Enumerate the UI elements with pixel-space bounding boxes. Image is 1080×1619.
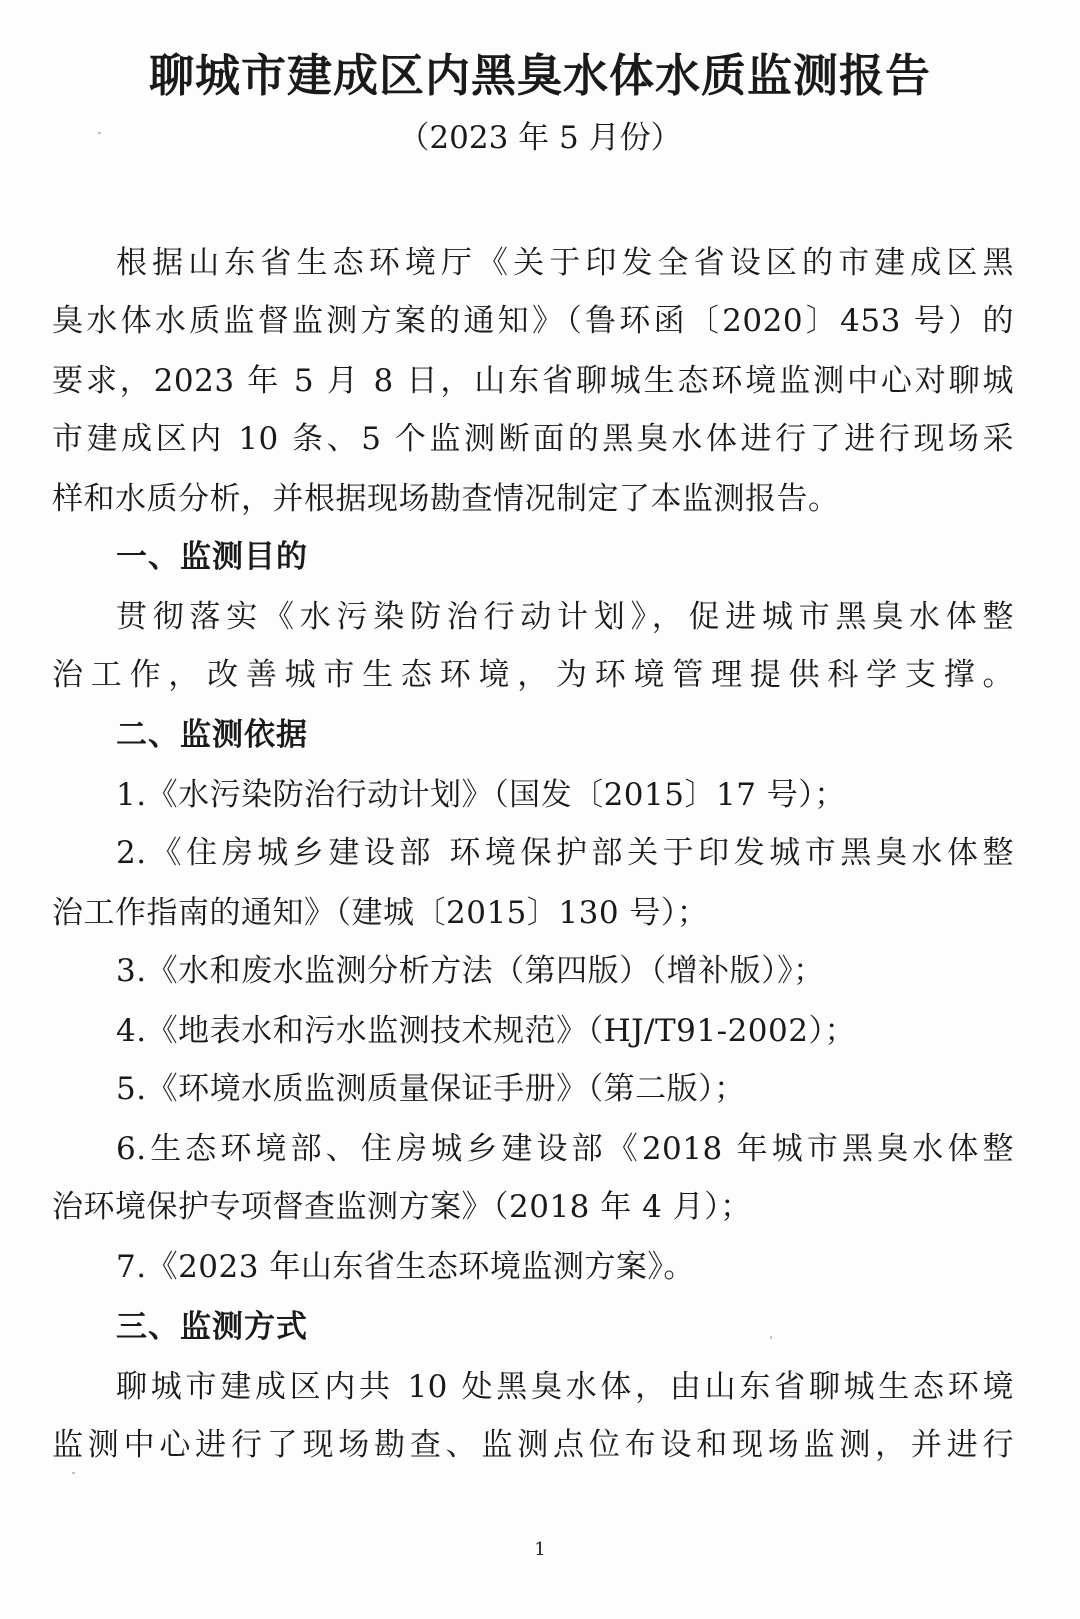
basis-item: 1.《水污染防治行动计划》（国发〔2015〕17 号）； xyxy=(116,777,846,813)
basis-item: 3.《水和废水监测分析方法（第四版）（增补版）》； xyxy=(116,953,825,989)
section-heading-basis: 二、监测依据 xyxy=(116,717,308,753)
section-heading-method: 三、监测方式 xyxy=(116,1309,308,1345)
intro-line: 要求，2023 年 5 月 8 日，山东省聊城生态环境监测中心对聊城 xyxy=(52,363,1014,399)
intro-line: 样和水质分析，并根据现场勘查情况制定了本监测报告。 xyxy=(52,481,840,517)
scan-speck xyxy=(72,1472,75,1474)
basis-item: 6.生态环境部、住房城乡建设部《2018 年城市黑臭水体整 xyxy=(116,1131,1014,1167)
basis-item: 治工作指南的通知》（建城〔2015〕130 号）； xyxy=(52,895,709,931)
intro-line: 根据山东省生态环境厅《关于印发全省设区的市建成区黑 xyxy=(116,245,1014,281)
purpose-line: 治工作，改善城市生态环境，为环境管理提供科学支撑。 xyxy=(52,657,1014,693)
intro-line: 市建成区内 10 条、5 个监测断面的黑臭水体进行了进行现场采 xyxy=(52,421,1014,457)
method-line: 聊城市建成区内共 10 处黑臭水体，由山东省聊城生态环境 xyxy=(116,1369,1014,1405)
basis-item: 4.《地表水和污水监测技术规范》（HJ/T91-2002）； xyxy=(116,1013,856,1049)
purpose-line: 贯彻落实《水污染防治行动计划》，促进城市黑臭水体整 xyxy=(116,599,1014,635)
basis-item: 治环境保护专项督查监测方案》（2018 年 4 月）； xyxy=(52,1189,752,1225)
report-period: （2023 年 5 月份） xyxy=(398,120,682,156)
scan-speck xyxy=(770,1336,772,1339)
basis-item: 5.《环境水质监测质量保证手册》（第二版）； xyxy=(116,1071,746,1107)
basis-item: 2.《住房城乡建设部 环境保护部关于印发城市黑臭水体整 xyxy=(116,835,1014,871)
report-title: 聊城市建成区内黑臭水体水质监测报告 xyxy=(148,49,931,102)
section-heading-purpose: 一、监测目的 xyxy=(116,539,308,575)
basis-item: 7.《2023 年山东省生态环境监测方案》。 xyxy=(116,1249,695,1285)
method-line: 监测中心进行了现场勘查、监测点位布设和现场监测，并进行 xyxy=(52,1427,1014,1463)
scan-speck xyxy=(98,132,101,134)
page-number: 1 xyxy=(534,1539,546,1560)
intro-line: 臭水体水质监督监测方案的通知》（鲁环函〔2020〕453 号）的 xyxy=(52,303,1014,339)
